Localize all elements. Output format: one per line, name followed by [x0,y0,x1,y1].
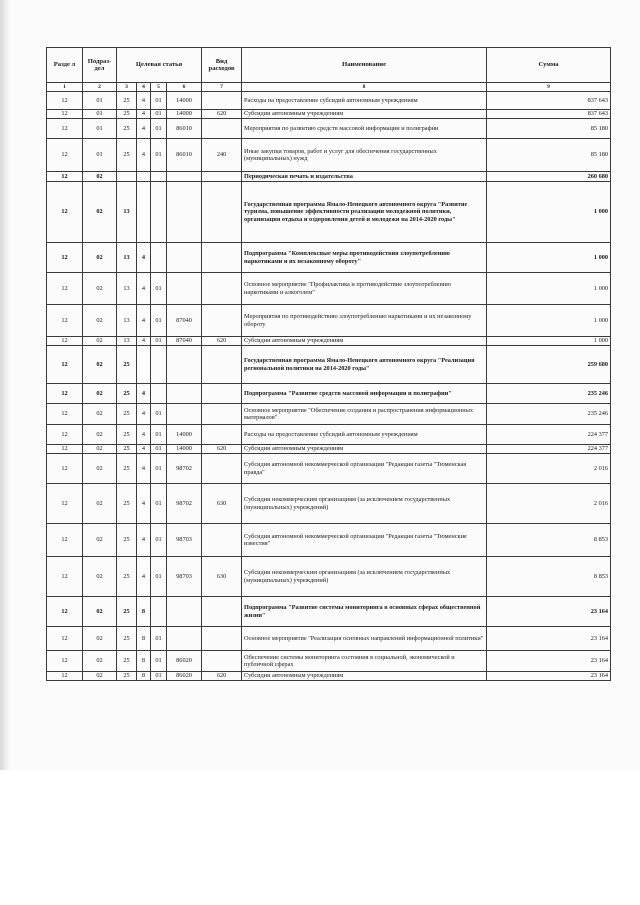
section-cell: 12 [47,172,83,182]
target-direction-cell: 14000 [167,425,202,445]
target-direction-cell [167,346,202,384]
item-name-cell: Основное мероприятие "Реализация основных направлений информационной политики" [242,627,487,651]
target-activity-cell [151,597,167,627]
item-name-cell: Мероприятия по развитию средств массовой информации и полиграфии [242,119,487,139]
target-direction-cell [167,627,202,651]
amount-cell: 1 000 [487,337,611,346]
subsection-cell: 02 [83,651,117,672]
target-direction-cell [167,384,202,404]
item-name-cell: Расходы на предоставление субсидий автономным учреждениям [242,92,487,110]
subsection-cell: 02 [83,597,117,627]
section-cell: 12 [47,139,83,172]
table-row [47,627,611,651]
target-activity-cell: 01 [151,119,167,139]
column-number-cell: 9 [487,83,611,92]
target-activity-cell [151,243,167,273]
header-name: Наименование [242,48,487,83]
expense-type-cell [202,346,242,384]
target-program-cell: 25 [117,445,137,454]
expense-type-cell [202,182,242,243]
amount-cell: 85 180 [487,139,611,172]
target-subprogram-cell: 4 [137,305,151,337]
target-program-cell: 25 [117,110,137,119]
amount-cell: 260 680 [487,172,611,182]
item-name-cell: Субсидии некоммерческим организациям (за исключением государственных (муниципальных) учреждений) [242,557,487,597]
target-subprogram-cell: 4 [137,243,151,273]
item-name-cell: Субсидия автономной некоммерческой организации "Редакция газеты "Тюменские известия" [242,524,487,557]
section-cell: 12 [47,627,83,651]
subsection-cell: 02 [83,404,117,425]
table-row [47,110,611,119]
amount-cell: 224 377 [487,425,611,445]
section-cell: 12 [47,92,83,110]
column-number-cell: 6 [167,83,202,92]
target-subprogram-cell: 4 [137,110,151,119]
target-program-cell: 25 [117,557,137,597]
target-activity-cell [151,384,167,404]
item-name-cell: Субсидии автономным учреждениям [242,672,487,681]
target-direction-cell: 86010 [167,139,202,172]
target-subprogram-cell: 4 [137,337,151,346]
table-row [47,445,611,454]
target-program-cell: 25 [117,119,137,139]
amount-cell: 23 164 [487,627,611,651]
target-program-cell: 13 [117,243,137,273]
item-name-cell: Мероприятия по противодействию злоупотреблению наркотиками и их незаконному обороту [242,305,487,337]
table-header-row [47,48,611,83]
subsection-cell: 02 [83,672,117,681]
table-row [47,337,611,346]
header-expense-type: Вид расходов [202,48,242,83]
target-program-cell: 25 [117,672,137,681]
expense-type-cell [202,273,242,305]
expense-type-cell [202,627,242,651]
target-direction-cell: 86010 [167,119,202,139]
expense-type-cell [202,404,242,425]
expense-type-cell: 240 [202,139,242,172]
column-number-cell: 4 [137,83,151,92]
expense-type-cell [202,243,242,273]
amount-cell: 23 164 [487,672,611,681]
table-row [47,597,611,627]
section-cell: 12 [47,243,83,273]
target-program-cell: 13 [117,182,137,243]
subsection-cell: 02 [83,346,117,384]
section-cell: 12 [47,305,83,337]
subsection-cell: 02 [83,243,117,273]
table-row [47,384,611,404]
subsection-cell: 02 [83,524,117,557]
target-direction-cell [167,243,202,273]
target-program-cell: 13 [117,305,137,337]
target-direction-cell: 86020 [167,651,202,672]
target-direction-cell: 98703 [167,524,202,557]
column-number-cell: 8 [242,83,487,92]
item-name-cell: Подпрограмма "Развитие средств массовой информации и полиграфии" [242,384,487,404]
target-activity-cell: 01 [151,557,167,597]
section-cell: 12 [47,273,83,305]
table-row [47,404,611,425]
target-program-cell: 25 [117,597,137,627]
expense-type-cell: 620 [202,445,242,454]
amount-cell: 1 000 [487,243,611,273]
expense-type-cell [202,425,242,445]
table-row [47,454,611,484]
section-cell: 12 [47,524,83,557]
target-direction-cell [167,597,202,627]
target-direction-cell: 14000 [167,92,202,110]
item-name-cell: Основное мероприятие "Обеспечение создания и распространения информационных материалов" [242,404,487,425]
expense-type-cell: 620 [202,672,242,681]
amount-cell: 837 643 [487,110,611,119]
section-cell: 12 [47,337,83,346]
target-subprogram-cell: 4 [137,139,151,172]
target-subprogram-cell [137,172,151,182]
section-cell: 12 [47,454,83,484]
amount-cell: 23 164 [487,597,611,627]
table-row [47,139,611,172]
target-program-cell: 25 [117,484,137,524]
amount-cell: 235 246 [487,384,611,404]
section-cell: 12 [47,182,83,243]
subsection-cell: 01 [83,119,117,139]
expense-type-cell [202,92,242,110]
item-name-cell: Иные закупки товаров, работ и услуг для обеспечения государственных (муниципальных) нужд [242,139,487,172]
target-activity-cell: 01 [151,305,167,337]
target-program-cell: 25 [117,627,137,651]
item-name-cell: Субсидии некоммерческим организациям (за исключением государственных (муниципальных) учреждений) [242,484,487,524]
target-subprogram-cell: 4 [137,384,151,404]
target-subprogram-cell: 8 [137,597,151,627]
table-row [47,425,611,445]
target-activity-cell: 01 [151,337,167,346]
target-direction-cell: 87040 [167,305,202,337]
subsection-cell: 02 [83,557,117,597]
target-program-cell: 13 [117,273,137,305]
target-program-cell [117,172,137,182]
section-cell: 12 [47,597,83,627]
subsection-cell: 02 [83,273,117,305]
table-row [47,672,611,681]
table-row [47,305,611,337]
section-cell: 12 [47,404,83,425]
column-number-cell: 7 [202,83,242,92]
section-cell: 12 [47,651,83,672]
amount-cell: 837 643 [487,92,611,110]
expense-type-cell: 620 [202,337,242,346]
item-name-cell: Расходы на предоставление субсидий автономным учреждениям [242,425,487,445]
target-subprogram-cell: 4 [137,119,151,139]
target-activity-cell: 01 [151,139,167,172]
section-cell: 12 [47,384,83,404]
target-activity-cell: 01 [151,454,167,484]
target-activity-cell [151,182,167,243]
section-cell: 12 [47,119,83,139]
table-row [47,182,611,243]
target-program-cell: 25 [117,425,137,445]
target-activity-cell [151,346,167,384]
target-activity-cell [151,172,167,182]
target-direction-cell: 14000 [167,445,202,454]
item-name-cell: Субсидии автономным учреждениям [242,337,487,346]
target-subprogram-cell: 4 [137,524,151,557]
target-activity-cell: 01 [151,672,167,681]
column-number-row [47,83,611,92]
item-name-cell: Обеспечение системы мониторинга состояния в социальной, экономической и публичной сферах [242,651,487,672]
target-activity-cell: 01 [151,445,167,454]
target-activity-cell: 01 [151,92,167,110]
target-direction-cell: 98702 [167,484,202,524]
target-activity-cell: 01 [151,524,167,557]
subsection-cell: 02 [83,182,117,243]
subsection-cell: 02 [83,445,117,454]
target-program-cell: 25 [117,92,137,110]
table-row [47,346,611,384]
section-cell: 12 [47,425,83,445]
expense-type-cell: 630 [202,484,242,524]
column-number-cell: 3 [117,83,137,92]
target-subprogram-cell: 4 [137,92,151,110]
table-row [47,172,611,182]
target-direction-cell [167,172,202,182]
table-row [47,243,611,273]
amount-cell: 259 680 [487,346,611,384]
amount-cell: 1 000 [487,305,611,337]
target-program-cell: 13 [117,337,137,346]
target-subprogram-cell: 4 [137,445,151,454]
target-program-cell: 25 [117,346,137,384]
expense-type-cell [202,651,242,672]
subsection-cell: 02 [83,425,117,445]
table-row [47,119,611,139]
expense-type-cell [202,454,242,484]
item-name-cell: Субсидии автономным учреждениям [242,445,487,454]
expense-type-cell [202,119,242,139]
target-subprogram-cell: 8 [137,672,151,681]
target-direction-cell: 98702 [167,454,202,484]
item-name-cell: Основное мероприятие "Профилактика и противодействие злоупотреблению наркотиками и алкоголем" [242,273,487,305]
table-row [47,484,611,524]
target-program-cell: 25 [117,139,137,172]
subsection-cell: 02 [83,627,117,651]
table-row [47,524,611,557]
target-activity-cell: 01 [151,425,167,445]
target-subprogram-cell: 4 [137,273,151,305]
amount-cell: 224 377 [487,445,611,454]
target-activity-cell: 01 [151,110,167,119]
target-direction-cell [167,404,202,425]
scan-edge-shadow [0,0,10,770]
amount-cell: 1 000 [487,273,611,305]
target-activity-cell: 01 [151,651,167,672]
target-direction-cell [167,273,202,305]
item-name-cell: Государственная программа Ямало-Ненецкого автономного округа "Реализация региональной политики на 2014-2020 годы" [242,346,487,384]
item-name-cell: Субсидии автономным учреждениям [242,110,487,119]
amount-cell: 85 180 [487,119,611,139]
target-direction-cell: 86020 [167,672,202,681]
target-subprogram-cell: 4 [137,425,151,445]
table-row [47,273,611,305]
column-number-cell: 5 [151,83,167,92]
expense-type-cell: 630 [202,557,242,597]
section-cell: 12 [47,672,83,681]
section-cell: 12 [47,110,83,119]
target-subprogram-cell [137,346,151,384]
section-cell: 12 [47,346,83,384]
table-row [47,651,611,672]
amount-cell: 235 246 [487,404,611,425]
section-cell: 12 [47,445,83,454]
subsection-cell: 02 [83,337,117,346]
table-row [47,92,611,110]
column-number-cell: 2 [83,83,117,92]
amount-cell: 23 164 [487,651,611,672]
target-subprogram-cell: 4 [137,484,151,524]
budget-table [46,47,611,681]
amount-cell: 8 853 [487,557,611,597]
target-direction-cell: 14000 [167,110,202,119]
expense-type-cell [202,524,242,557]
section-cell: 12 [47,484,83,524]
subsection-cell: 02 [83,454,117,484]
expense-type-cell: 620 [202,110,242,119]
target-activity-cell: 01 [151,484,167,524]
subsection-cell: 02 [83,484,117,524]
subsection-cell: 01 [83,110,117,119]
expense-type-cell [202,597,242,627]
header-sum: Сумма [487,48,611,83]
subsection-cell: 02 [83,172,117,182]
header-target-article: Целевая статья [117,48,202,83]
target-subprogram-cell [137,182,151,243]
header-section: Разде л [47,48,83,83]
target-subprogram-cell: 4 [137,454,151,484]
item-name-cell: Государственная программа Ямало-Ненецкого автономного округа "Развитие туризма, повышение эффективности реализации молодежной политики, организация отдыха и оздоровления детей и молодежи на 2014-2020 годы" [242,182,487,243]
amount-cell: 2 016 [487,454,611,484]
subsection-cell: 01 [83,92,117,110]
target-activity-cell: 01 [151,273,167,305]
expense-type-cell [202,384,242,404]
header-subsection: Подраз- дел [83,48,117,83]
target-subprogram-cell: 4 [137,557,151,597]
target-program-cell: 25 [117,454,137,484]
target-subprogram-cell: 4 [137,404,151,425]
amount-cell: 8 853 [487,524,611,557]
table-row [47,557,611,597]
column-number-cell: 1 [47,83,83,92]
item-name-cell: Подпрограмма "Комплексные меры противодействия злоупотреблению наркотиками и их незаконному обороту" [242,243,487,273]
amount-cell: 1 000 [487,182,611,243]
subsection-cell: 02 [83,305,117,337]
subsection-cell: 02 [83,384,117,404]
target-program-cell: 25 [117,651,137,672]
target-activity-cell: 01 [151,404,167,425]
expense-type-cell [202,172,242,182]
amount-cell: 2 016 [487,484,611,524]
section-cell: 12 [47,557,83,597]
item-name-cell: Подпрограмма "Развитие системы мониторинга в основных сферах общественной жизни" [242,597,487,627]
target-program-cell: 25 [117,524,137,557]
target-activity-cell: 01 [151,627,167,651]
item-name-cell: Периодическая печать и издательства [242,172,487,182]
target-program-cell: 25 [117,404,137,425]
target-direction-cell [167,182,202,243]
target-direction-cell: 98703 [167,557,202,597]
target-subprogram-cell: 8 [137,651,151,672]
item-name-cell: Субсидия автономной некоммерческой организации "Редакция газеты "Тюменская правда" [242,454,487,484]
expense-type-cell [202,305,242,337]
target-program-cell: 25 [117,384,137,404]
target-subprogram-cell: 8 [137,627,151,651]
target-direction-cell: 87040 [167,337,202,346]
subsection-cell: 01 [83,139,117,172]
